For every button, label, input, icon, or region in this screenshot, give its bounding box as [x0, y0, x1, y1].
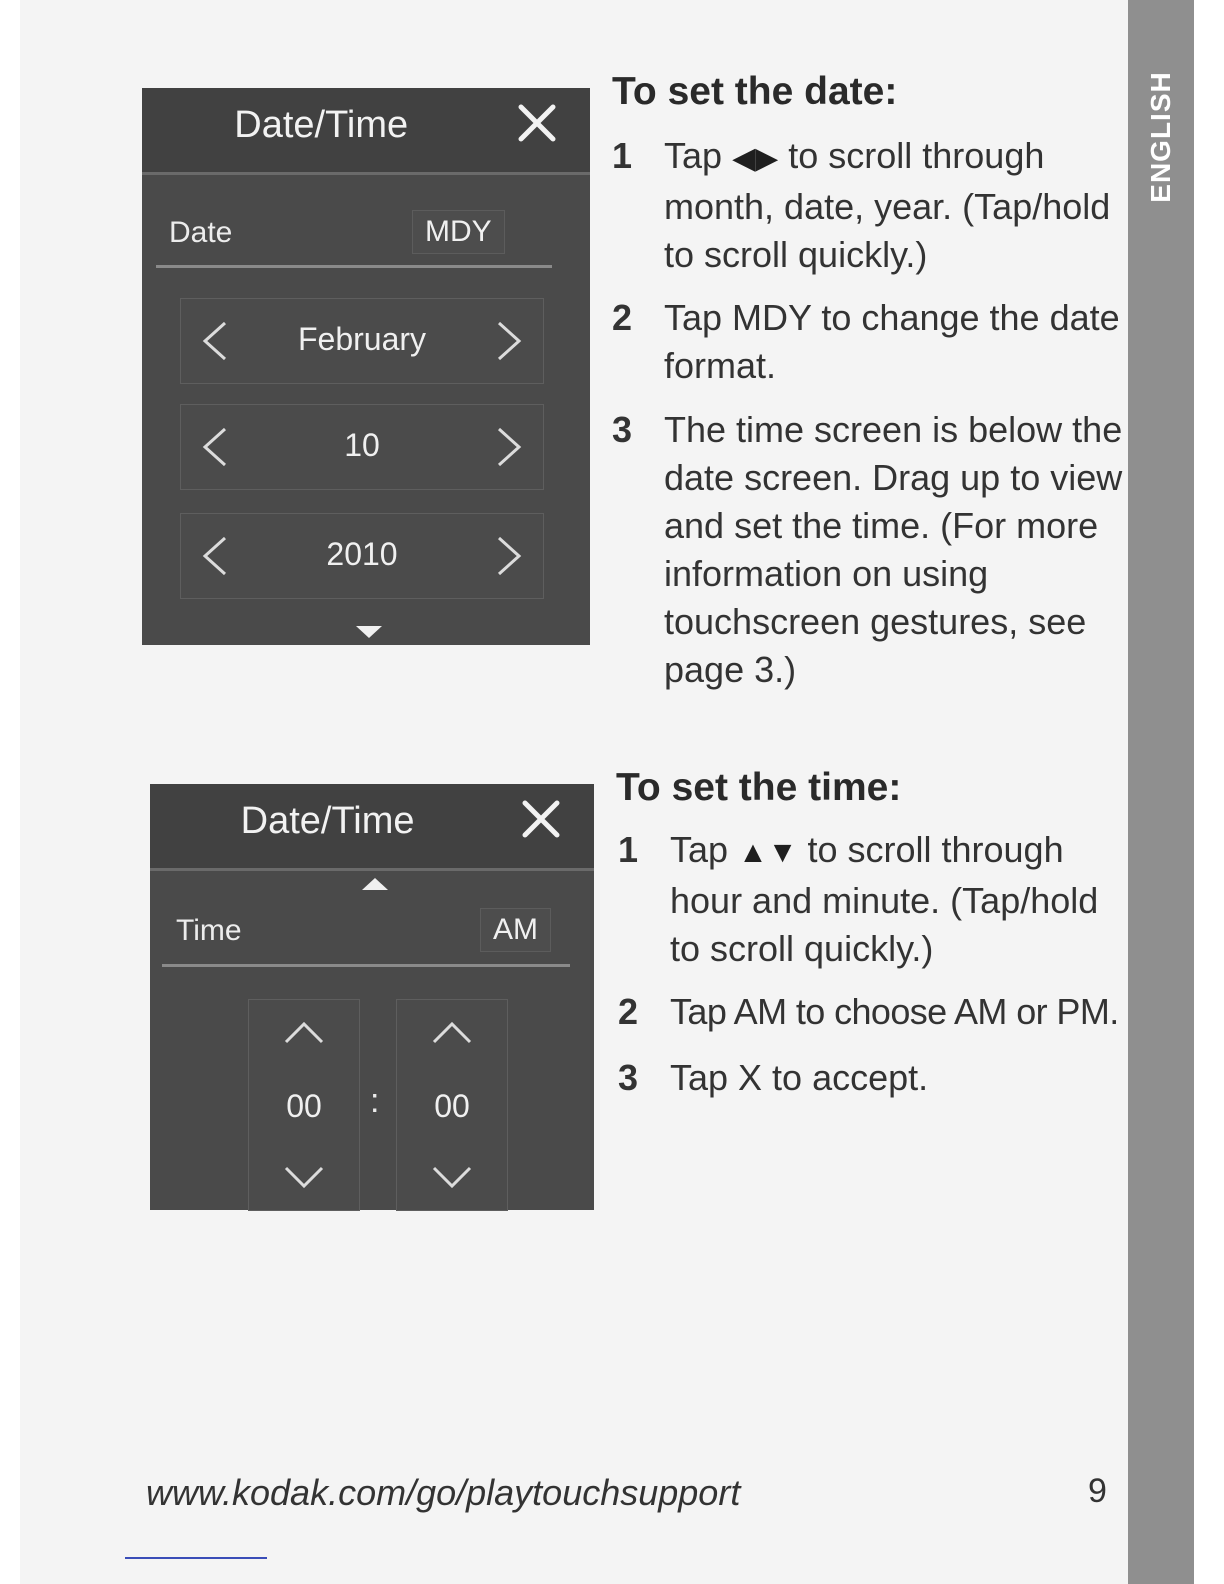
step-text: Tap MDY to change the date — [664, 297, 1120, 338]
step-text: date screen. Drag up to view — [664, 457, 1123, 498]
step-number: 1 — [612, 135, 633, 176]
chevron-right-icon[interactable] — [489, 534, 529, 578]
step-text: Tap — [670, 829, 729, 870]
left-right-arrows-icon: ◀▶ — [732, 142, 779, 175]
language-tab-label: ENGLISH — [1145, 71, 1176, 203]
time-separator: : — [370, 1082, 380, 1120]
scroll-up-icon[interactable] — [360, 876, 390, 892]
day-value: 10 — [344, 427, 380, 463]
year-value: 2010 — [326, 536, 398, 572]
date-row-divider — [156, 265, 552, 268]
set-time-step-1 — [618, 826, 1124, 970]
underline-mark — [125, 1557, 267, 1559]
time-row-label: Time — [176, 914, 242, 947]
language-tab — [1128, 0, 1194, 1584]
step-number: 3 — [612, 409, 633, 450]
step-number: 1 — [618, 829, 639, 870]
chevron-left-icon[interactable] — [195, 534, 235, 578]
step-text: Tap AM to choose AM or PM. — [670, 991, 1119, 1032]
chevron-down-icon[interactable] — [282, 1162, 326, 1192]
step-text: hour and minute. (Tap/hold — [670, 880, 1099, 921]
step-text: touchscreen gestures, see — [664, 601, 1087, 642]
ampm-button[interactable]: AM — [480, 908, 551, 952]
step-number: 2 — [618, 991, 639, 1032]
step-text: The time screen is below the — [664, 409, 1123, 450]
page-margin-left — [0, 0, 20, 1584]
step-text: information on using — [664, 553, 989, 594]
time-screen-title: Date/Time — [240, 800, 415, 842]
step-text: and set the time. (For more — [664, 505, 1099, 546]
date-screen-titlebar — [142, 88, 590, 175]
set-time-step-2 — [618, 988, 1124, 1036]
minute-value: 00 — [434, 1088, 470, 1124]
date-format-button[interactable]: MDY — [412, 210, 505, 254]
chevron-left-icon[interactable] — [195, 425, 235, 469]
step-text: Tap — [664, 135, 723, 176]
page-number: 9 — [1088, 1472, 1107, 1510]
set-date-step-3 — [612, 406, 1122, 698]
month-value: February — [297, 321, 427, 357]
minute-spinner — [396, 999, 508, 1211]
chevron-right-icon[interactable] — [489, 425, 529, 469]
step-text: Tap X to accept. — [670, 1057, 929, 1098]
up-down-arrows-icon: ▲▼ — [738, 836, 798, 869]
month-spinner — [180, 298, 544, 384]
step-text: month, date, year. (Tap/hold — [664, 186, 1111, 227]
step-text: to scroll through — [788, 135, 1045, 176]
date-screen — [142, 88, 590, 645]
hour-value: 00 — [286, 1088, 322, 1124]
step-text: to scroll through — [807, 829, 1064, 870]
close-icon[interactable] — [514, 792, 568, 846]
close-icon[interactable] — [510, 96, 564, 150]
step-text: to scroll quickly.) — [664, 234, 928, 275]
day-spinner — [180, 404, 544, 490]
set-date-step-2 — [612, 294, 1122, 390]
set-time-step-3 — [618, 1054, 1124, 1102]
date-row-label: Date — [169, 216, 233, 249]
time-screen — [150, 784, 594, 1210]
chevron-left-icon[interactable] — [195, 319, 235, 363]
chevron-down-icon[interactable] — [430, 1162, 474, 1192]
scroll-down-icon[interactable] — [354, 624, 384, 640]
step-text: page 3.) — [664, 649, 797, 690]
chevron-right-icon[interactable] — [489, 319, 529, 363]
step-text: format. — [664, 345, 777, 386]
step-number: 3 — [618, 1057, 639, 1098]
time-screen-titlebar — [150, 784, 594, 871]
step-number: 2 — [612, 297, 633, 338]
page-margin-right — [1194, 0, 1224, 1584]
time-row-divider — [162, 964, 570, 967]
chevron-up-icon[interactable] — [282, 1018, 326, 1048]
set-time-heading: To set the time: — [616, 766, 902, 809]
step-text: to scroll quickly.) — [670, 928, 934, 969]
chevron-up-icon[interactable] — [430, 1018, 474, 1048]
support-url: www.kodak.com/go/playtouchsupport — [146, 1472, 741, 1513]
year-spinner — [180, 513, 544, 599]
set-date-step-1 — [612, 132, 1122, 276]
date-screen-title: Date/Time — [234, 104, 409, 146]
hour-spinner — [248, 999, 360, 1211]
set-date-heading: To set the date: — [612, 70, 898, 113]
